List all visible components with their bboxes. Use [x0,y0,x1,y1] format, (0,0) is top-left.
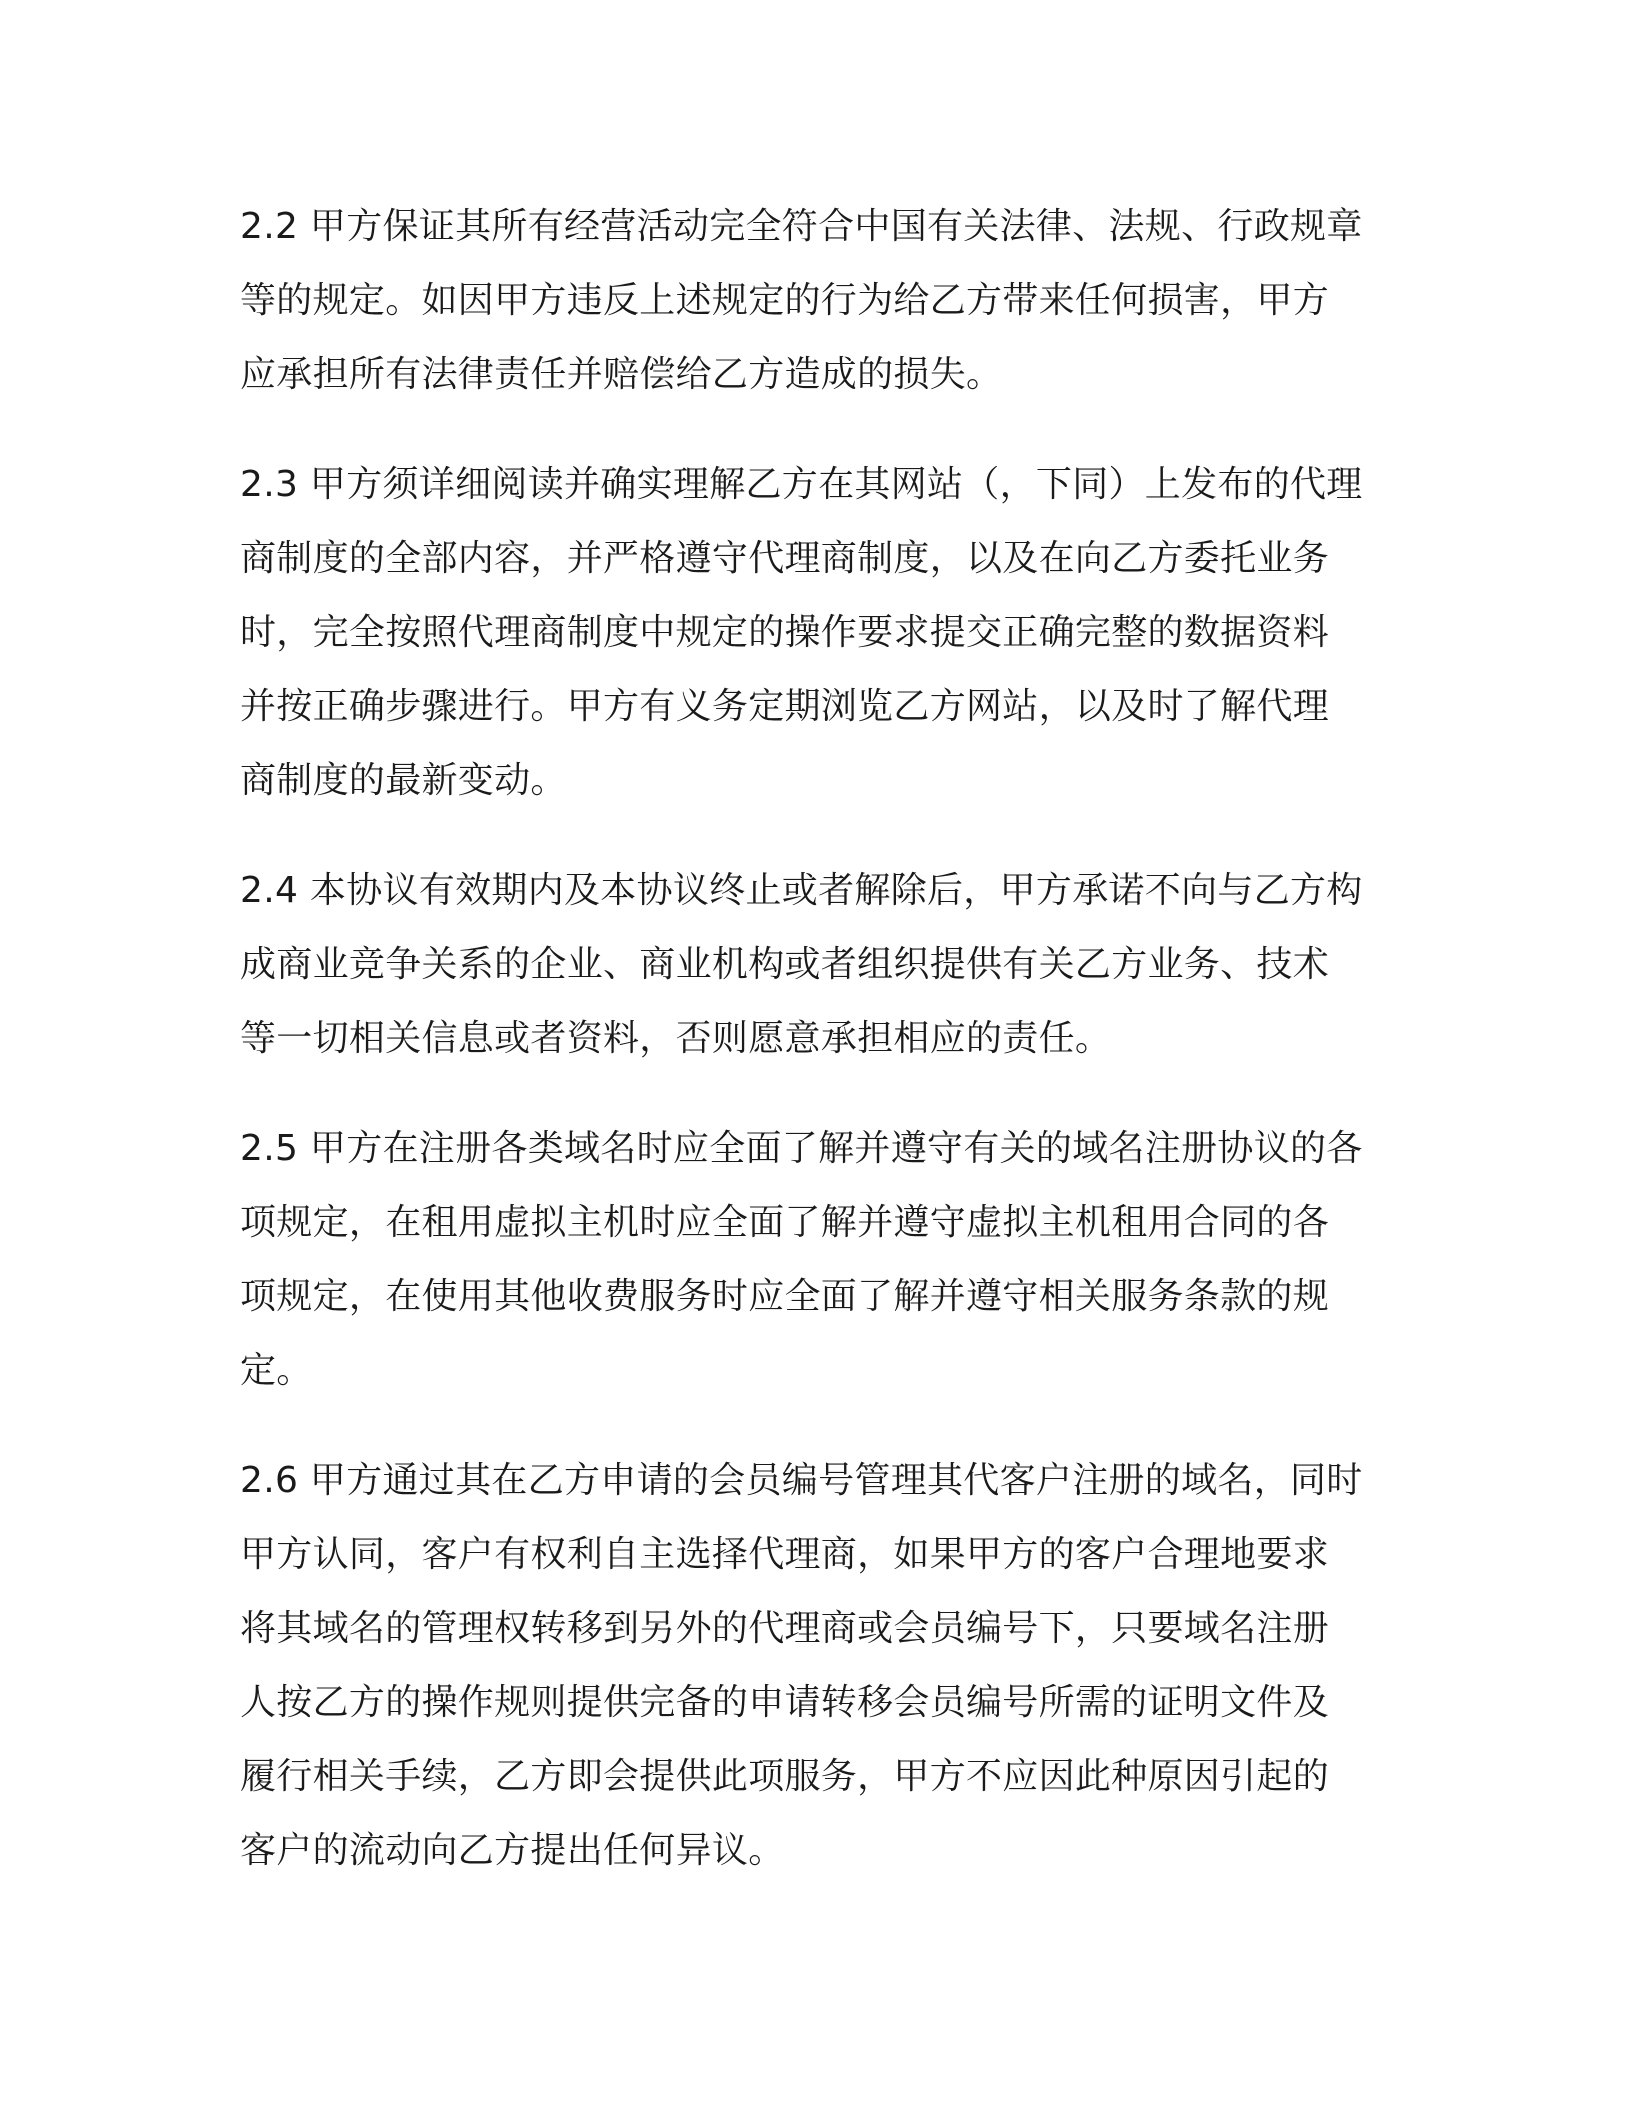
text-line: 成商业竞争关系的企业、商业机构或者组织提供有关乙方业务、技术 [240,944,1330,985]
text-line: 项规定，在使用其他收费服务时应全面了解并遵守相关服务条款的规 [240,1276,1330,1317]
clause-2-5 [240,1112,1400,1408]
text-line: 将其域名的管理权转移到另外的代理商或会员编号下，只要域名注册 [240,1608,1330,1649]
text-line: 客户的流动向乙方提出任何异议。 [240,1830,785,1871]
clause-2-6 [240,1444,1400,1888]
text-line: 2.3 甲方须详细阅读并确实理解乙方在其网站（，下同）上发布的代理 [240,464,1363,505]
text-line: 等的规定。如因甲方违反上述规定的行为给乙方带来任何损害，甲方 [240,280,1330,321]
document-body [240,190,1400,1924]
text-line: 并按正确步骤进行。甲方有义务定期浏览乙方网站，以及时了解代理 [240,686,1330,727]
text-line: 商制度的最新变动。 [240,760,567,801]
text-line: 定。 [240,1350,313,1391]
text-line: 人按乙方的操作规则提供完备的申请转移会员编号所需的证明文件及 [240,1682,1330,1723]
text-line: 2.2 甲方保证其所有经营活动完全符合中国有关法律、法规、行政规章 [240,206,1363,247]
clause-2-3 [240,448,1400,818]
text-line: 甲方认同，客户有权利自主选择代理商，如果甲方的客户合理地要求 [240,1534,1330,1575]
clause-2-2 [240,190,1400,412]
text-line: 商制度的全部内容，并严格遵守代理商制度，以及在向乙方委托业务 [240,538,1330,579]
text-line: 时，完全按照代理商制度中规定的操作要求提交正确完整的数据资料 [240,612,1330,653]
text-line: 应承担所有法律责任并赔偿给乙方造成的损失。 [240,354,1003,395]
text-line: 履行相关手续，乙方即会提供此项服务，甲方不应因此种原因引起的 [240,1756,1330,1797]
text-line: 等一切相关信息或者资料，否则愿意承担相应的责任。 [240,1018,1112,1059]
text-line: 2.5 甲方在注册各类域名时应全面了解并遵守有关的域名注册协议的各 [240,1128,1363,1169]
text-line: 2.4 本协议有效期内及本协议终止或者解除后，甲方承诺不向与乙方构 [240,870,1363,911]
text-line: 项规定，在租用虚拟主机时应全面了解并遵守虚拟主机租用合同的各 [240,1202,1330,1243]
text-line: 2.6 甲方通过其在乙方申请的会员编号管理其代客户注册的域名，同时 [240,1460,1363,1501]
clause-2-4 [240,854,1400,1076]
